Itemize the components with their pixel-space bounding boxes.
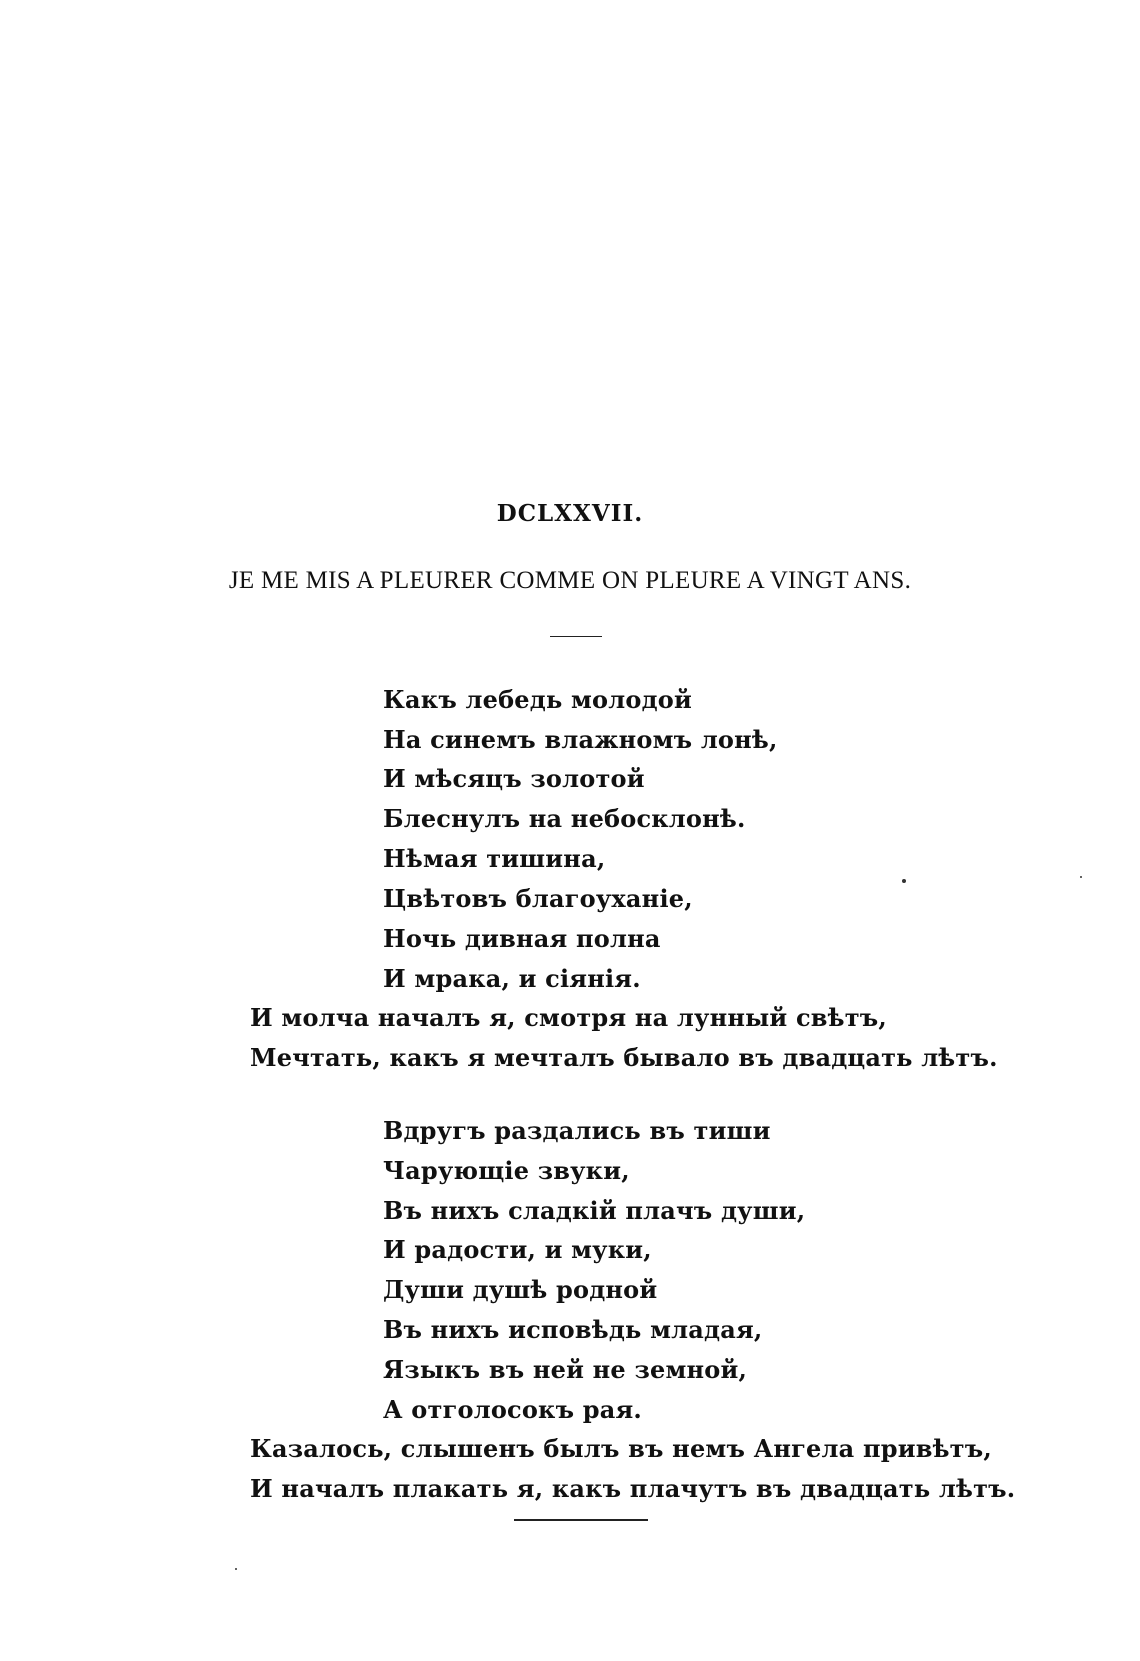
poem-refrain-line: Казалось, слышенъ былъ въ немъ Ангела привѣтъ, <box>250 1434 992 1463</box>
poem-number: DCLXXVII. <box>496 500 644 527</box>
poem-line: И мѣсяцъ золотой <box>383 764 645 793</box>
poem-refrain-line: Мечтать, какъ я мечталъ бывало въ двадцать лѣтъ. <box>250 1043 998 1072</box>
poem-line: Цвѣтовъ благоуханіе, <box>383 884 693 913</box>
ink-speck <box>1080 876 1082 878</box>
poem-line: Ночь дивная полна <box>383 924 661 953</box>
poem-line: И мрака, и сіянія. <box>383 964 641 993</box>
poem-line: А отголосокъ рая. <box>383 1395 642 1424</box>
poem-line: На синемъ влажномъ лонѣ, <box>383 725 778 754</box>
poem-line: Языкъ въ ней не земной, <box>383 1355 748 1384</box>
ink-speck <box>235 1568 237 1570</box>
poem-line: Блеснулъ на небосклонѣ. <box>383 804 746 833</box>
poem-line: Вдругъ раздались въ тиши <box>383 1116 771 1145</box>
poem-refrain-line: И началъ плакать я, какъ плачутъ въ двадцать лѣтъ. <box>250 1474 1016 1503</box>
poem-line: И радости, и муки, <box>383 1235 652 1264</box>
poem-refrain-line: И молча началъ я, смотря на лунный свѣтъ, <box>250 1003 887 1032</box>
poem-line: Нѣмая тишина, <box>383 844 606 873</box>
poem-line: Чарующіе звуки, <box>383 1156 630 1185</box>
end-divider <box>514 1519 648 1521</box>
poem-line: Въ нихъ сладкій плачъ души, <box>383 1196 806 1225</box>
ink-speck <box>902 879 906 883</box>
poem-epigraph-title: JE ME MIS A PLEURER COMME ON PLEURE A VINGT ANS. <box>228 567 912 594</box>
poem-line: Въ нихъ исповѣдь младая, <box>383 1315 763 1344</box>
poem-line: Какъ лебедь молодой <box>383 685 692 714</box>
poem-line: Души душѣ родной <box>383 1275 658 1304</box>
